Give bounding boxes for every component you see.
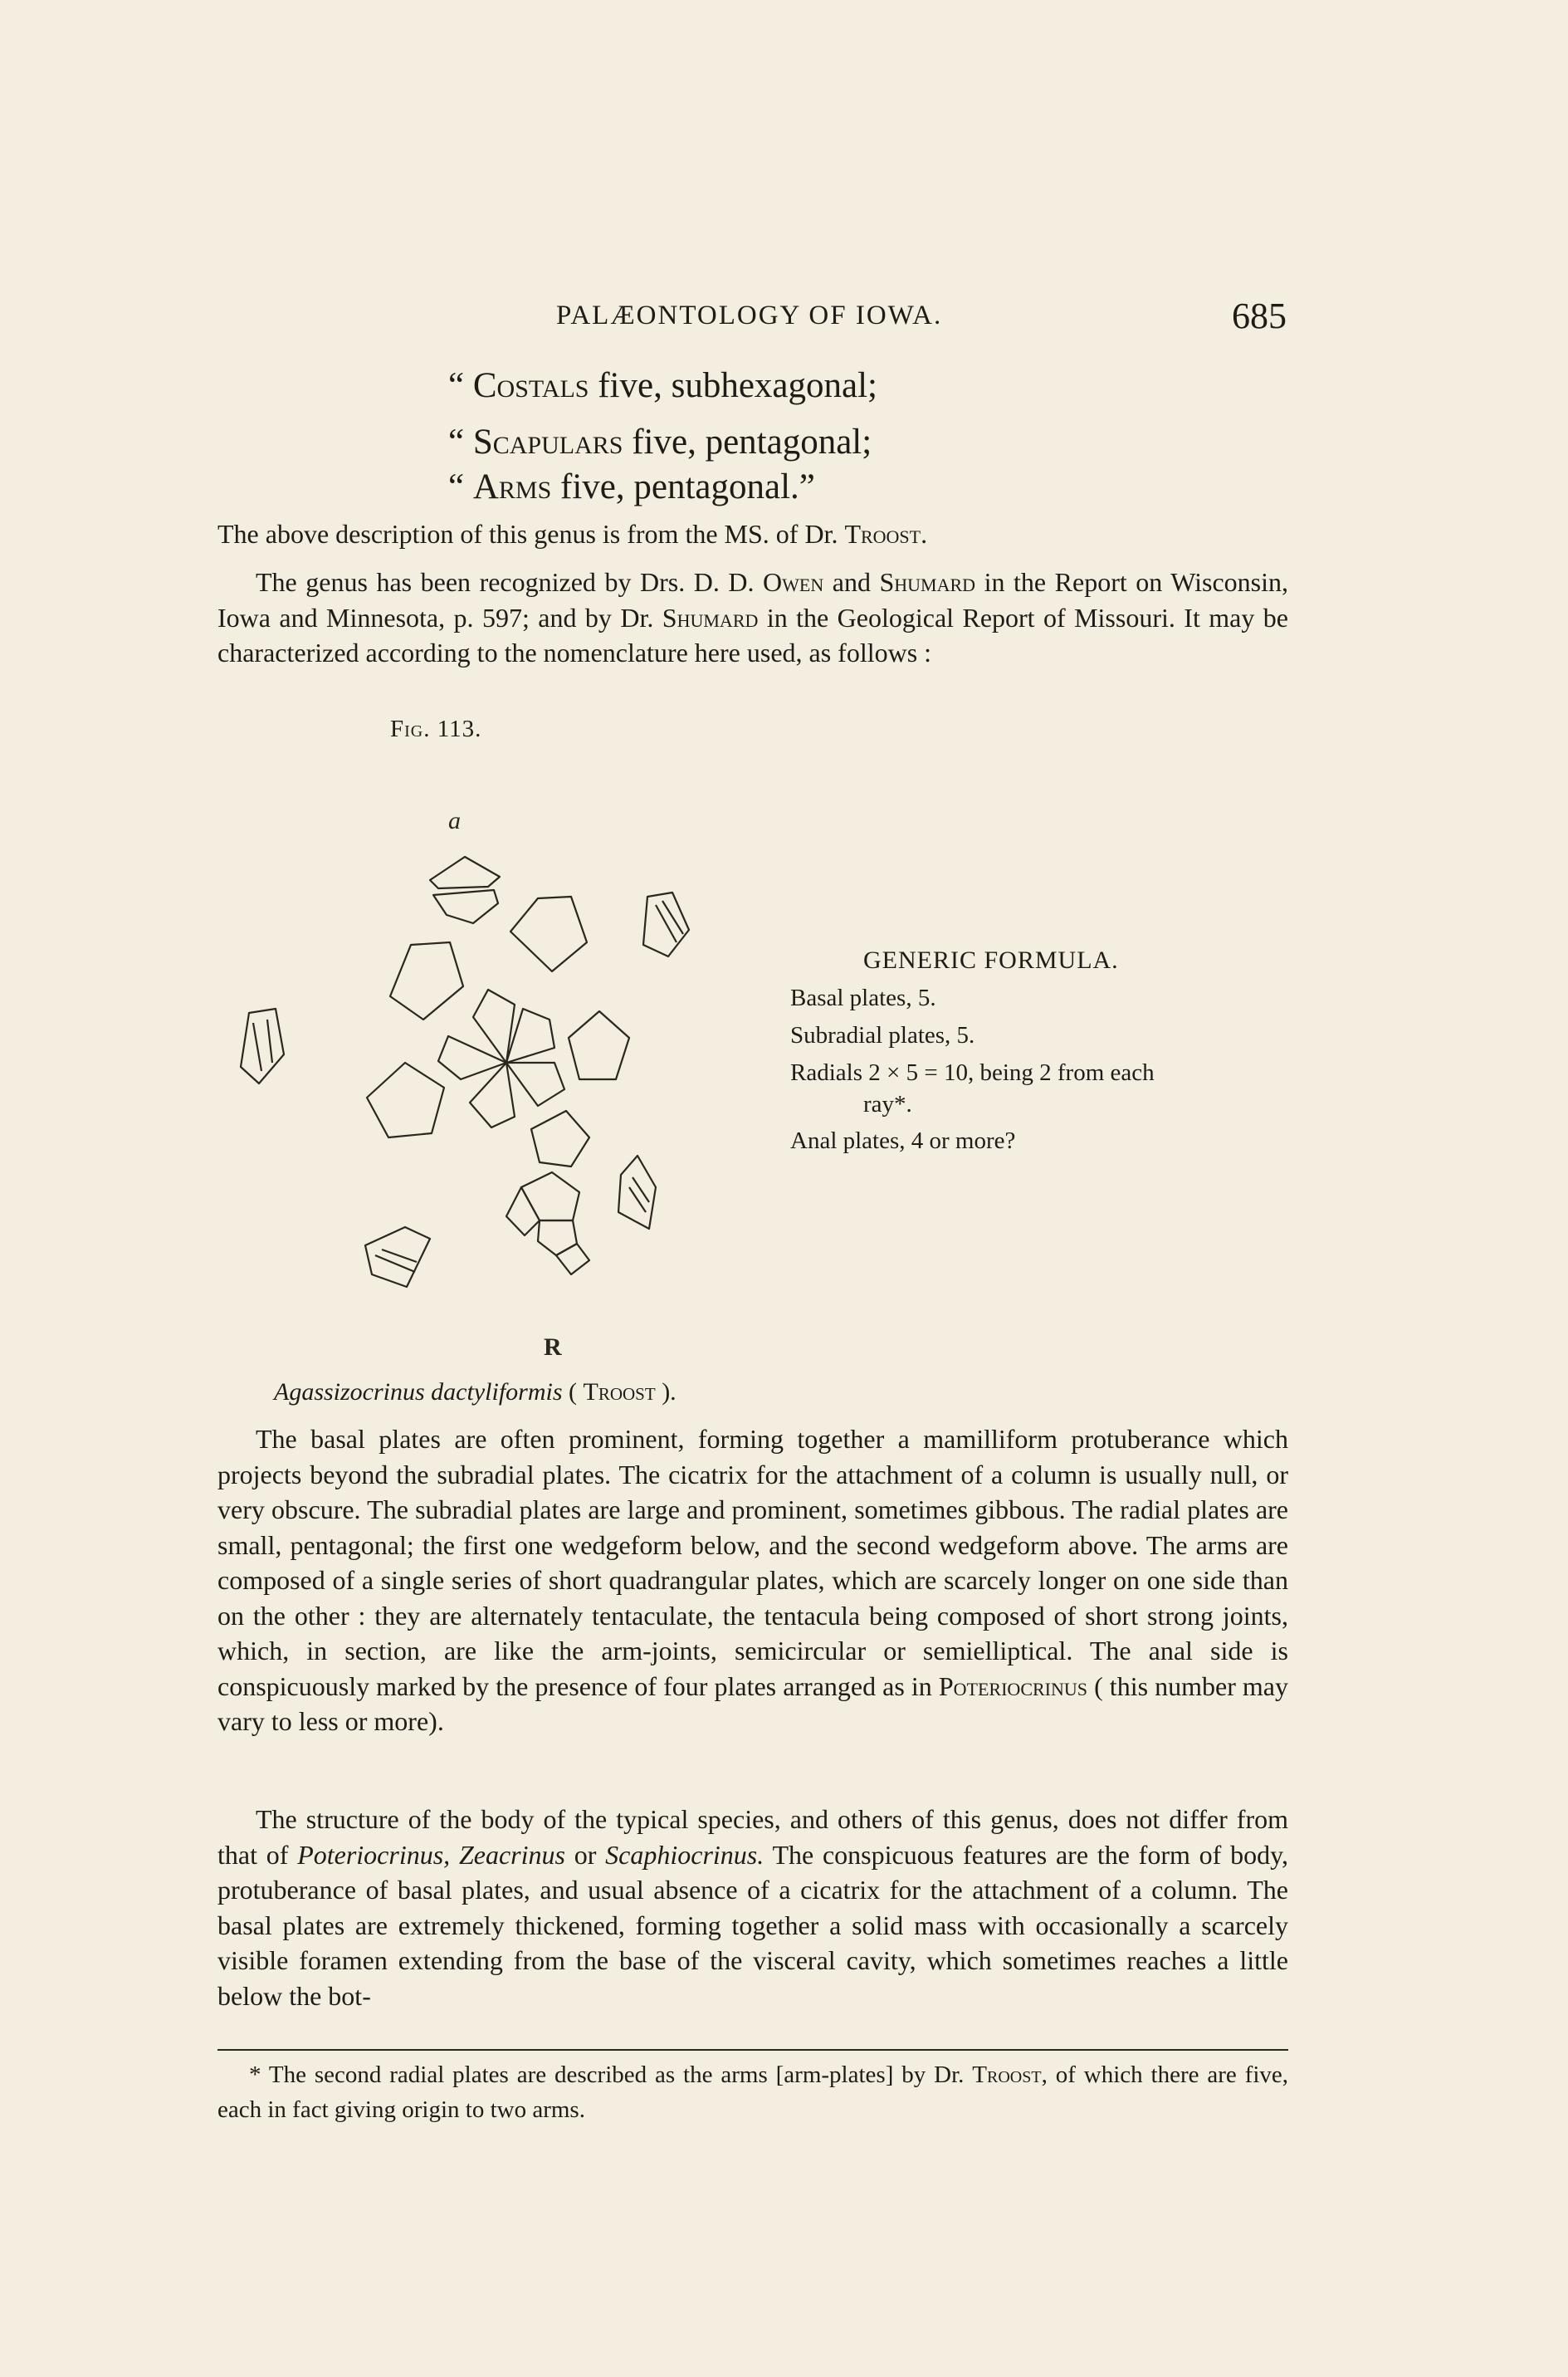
quote-line-arms: “ Arms five, pentagonal.” [448,467,815,506]
paragraph-recognition: The genus has been recognized by Drs. D. D. Owen and Shumard in the Report on Wisconsin, Iowa and Minnesota, p. 597; and by Dr. Shumard in the Geological Report of Missouri. It may be characterized according to the nomenclature here used, as follows : [217,567,1289,668]
page-number: 685 [1232,296,1287,336]
formula-line-radials: Radials 2 × 5 = 10, being 2 from each [790,1059,1155,1086]
subradial-plate-1 [390,942,463,1020]
crinoid-plate-diagram [224,797,739,1378]
formula-line-basal: Basal plates, 5. [790,985,936,1011]
radial-plate-bottom-right [618,1156,656,1229]
radial-plate-bottom-left [365,1227,430,1287]
paragraph-structure: The structure of the body of the typical species, and others of this genus, does not differ from that of Poteriocrinus, Zeacrinus or Scaphiocrinus. The conspicuous features are the form of body, protuberance of basal plates, and usual absence of a cicatrix for the attachment of a column. The basal plates are extremely thickened, forming together a solid mass with occasionally a scarcely visible foramen extending from the base of the visceral cavity, which sometimes reaches a little below the bot- [217,1804,1289,2011]
paragraph-basal-plates: The basal plates are often prominent, forming together a mamilliform protuberance which projects beyond the subradial plates. The cicatrix for the attachment of a column is usually null, or very obscure. The subradial plates are large and prominent, sometimes gibbous. The radial plates are small, pentagonal; the first one wedgeform below, and the second wedgeform above. The arms are composed of a single series of short quadrangular plates, which are scarcely longer on one side than on the other : they are alternately tentaculate, the tentacula being composed of short strong joints, which, in section, are like the arm-joints, semicircular or semielliptical. The anal side is conspicuously marked by the presence of four plates arranged as in Poteriocrinus ( this number may vary to less or more). [217,1424,1289,1736]
formula-line-ray: ray*. [863,1091,912,1118]
quote-line-scapulars: “ Scapulars five, pentagonal; [448,423,872,462]
anal-plates [506,1172,589,1274]
subradial-plate-3 [569,1011,629,1079]
figure-label: Fig. 113. [390,716,482,742]
radial-plate-top-right [643,893,689,956]
figure-mark-a: a [448,807,461,834]
subradial-plate-2 [510,897,587,971]
formula-line-anal: Anal plates, 4 or more? [790,1127,1016,1154]
figure-mark-b: R [544,1333,562,1361]
formula-line-subradial: Subradial plates, 5. [790,1022,975,1049]
plate-diagram-svg [224,797,739,1378]
paragraph-source: The above description of this genus is from the MS. of Dr. Troost. [217,519,928,549]
footnote: * The second radial plates are described as the arms [arm-plates] by Dr. Troost, of which there are five, each in fact giving origin to two arms. [217,2062,1288,2123]
subradial-plate-5 [367,1063,444,1137]
running-title: PALÆONTOLOGY OF IOWA. [556,301,943,330]
quote-line-costals: “ Costals five, subhexagonal; [448,366,877,405]
generic-formula-title: GENERIC FORMULA. [863,946,1119,974]
basal-star [438,990,564,1127]
subradial-plate-4 [531,1111,589,1166]
top-plate-2 [433,890,498,923]
top-plate [430,857,500,888]
radial-plate-left [241,1009,284,1083]
footnote-rule [217,2049,1288,2051]
figure-caption: Agassizocrinus dactyliformis ( Troost ). [274,1378,677,1406]
